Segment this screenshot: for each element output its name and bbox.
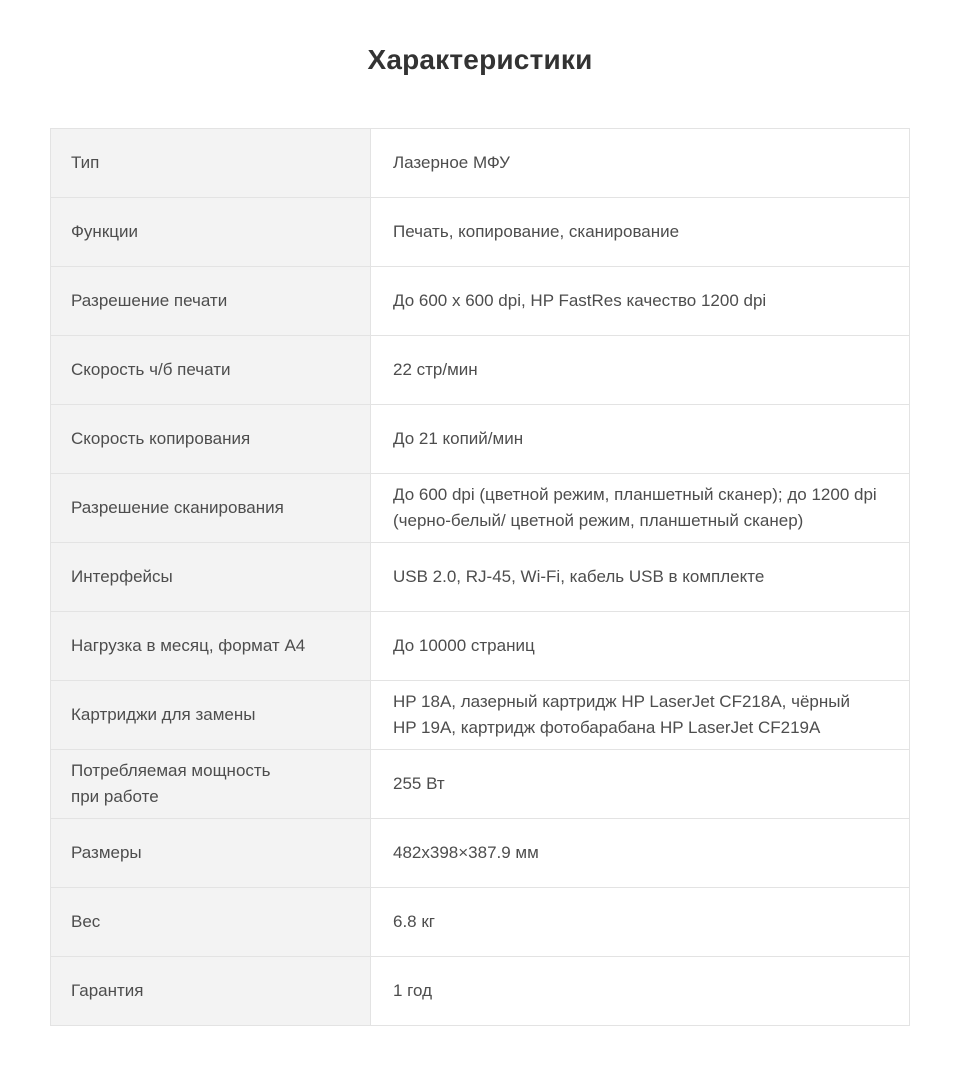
spec-value	[371, 681, 910, 750]
spec-value-line: USB 2.0, RJ-45, Wi-Fi, кабель USB в комплекте	[393, 567, 765, 586]
spec-value-line: HP 19A, картридж фотобарабана HP LaserJet CF219A	[393, 718, 821, 737]
spec-label: Интерфейсы	[51, 543, 371, 612]
table-row	[51, 819, 910, 888]
page-title: Характеристики	[367, 44, 593, 75]
table-row	[51, 336, 910, 405]
table-row	[51, 267, 910, 336]
table-row	[51, 957, 910, 1026]
spec-value-line: HP 18A, лазерный картридж HP LaserJet CF218A, чёрный	[393, 692, 850, 711]
spec-label: Вес	[51, 888, 371, 957]
spec-label-line: при работе	[71, 787, 159, 806]
spec-label: Гарантия	[51, 957, 371, 1026]
spec-value-line: До 21 копий/мин	[393, 429, 524, 448]
table-row	[51, 612, 910, 681]
spec-value	[371, 474, 910, 543]
spec-value-line: До 600 dpi (цветной режим, планшетный сканер); до 1200 dpi	[393, 485, 877, 504]
spec-value-line: Печать, копирование, сканирование	[393, 222, 680, 241]
spec-value	[371, 819, 910, 888]
spec-value-line: 22 стр/мин	[393, 360, 478, 379]
table-row	[51, 474, 910, 543]
spec-value-line: 1 год	[393, 981, 433, 1000]
spec-value	[371, 267, 910, 336]
spec-label: Функции	[51, 198, 371, 267]
spec-label-line: Потребляемая мощность	[71, 761, 271, 780]
spec-label: Скорость копирования	[51, 405, 371, 474]
table-row	[51, 198, 910, 267]
table-row	[51, 888, 910, 957]
spec-value	[371, 336, 910, 405]
spec-value-line: (черно-белый/ цветной режим, планшетный сканер)	[393, 511, 804, 530]
spec-value	[371, 888, 910, 957]
spec-value-line: Лазерное МФУ	[393, 153, 510, 172]
spec-value	[371, 405, 910, 474]
spec-label: Разрешение сканирования	[51, 474, 371, 543]
spec-value	[371, 750, 910, 819]
specs-table	[50, 128, 910, 1026]
table-row	[51, 681, 910, 750]
spec-value-line: До 10000 страниц	[393, 636, 535, 655]
spec-value	[371, 543, 910, 612]
spec-label: Нагрузка в месяц, формат А4	[51, 612, 371, 681]
spec-label: Картриджи для замены	[51, 681, 371, 750]
table-row	[51, 543, 910, 612]
table-row	[51, 129, 910, 198]
spec-label	[51, 750, 371, 819]
spec-label: Тип	[51, 129, 371, 198]
spec-value-line: 255 Вт	[393, 774, 445, 793]
spec-label: Разрешение печати	[51, 267, 371, 336]
spec-value	[371, 129, 910, 198]
spec-label: Скорость ч/б печати	[51, 336, 371, 405]
table-row	[51, 405, 910, 474]
table-row	[51, 750, 910, 819]
spec-label: Размеры	[51, 819, 371, 888]
spec-value	[371, 957, 910, 1026]
spec-value	[371, 612, 910, 681]
spec-value-line: До 600 x 600 dpi, HP FastRes качество 1200 dpi	[393, 291, 767, 310]
spec-value	[371, 198, 910, 267]
spec-value-line: 6.8 кг	[393, 912, 435, 931]
spec-value-line: 482x398×387.9 мм	[393, 843, 539, 862]
